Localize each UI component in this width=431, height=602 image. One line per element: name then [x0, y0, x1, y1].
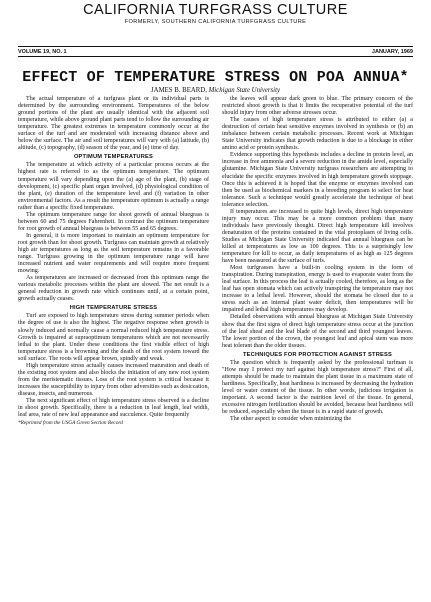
- paragraph: The question which is frequently asked by the professional turfman is "How may I protect my turf against high temperature stress?" First of all, attempts should be made to maintain the plant tissue in a maximum state of hardiness. Specifically, heat hardiness is increased by decreasing the hydration level or water content of the tissue. In other words, judicious irrigation is important. A second factor is the nutrition level of the tissue. In general, excessive nitrogen fertilization should be avoided, because heat hardiness will be reduced, especially when the tissue is in a rapid state of growth.: [222, 359, 413, 416]
- section-heading: OPTIMUM TEMPERATURES: [73, 154, 154, 161]
- issue-date: JANUARY, 1969: [371, 49, 413, 55]
- paragraph: As temperatures are increased or decreased from this optimum range the various metabolic processes within the plant are slowed. The net result is a general reduction in growth rate which continues until, at a certain point, growth actually ceases.: [18, 275, 209, 303]
- paragraph: the leaves will appear dark green to blue. The primary concern of the restricted shoot growth is that it limits the recuperative potential of the turf should injury from other adverse stresses occur.: [222, 96, 413, 117]
- section-heading: HIGH TEMPERATURE STRESS: [69, 305, 158, 312]
- article-title: EFFECT OF TEMPERATURE STRESS ON POA ANNUA*: [22, 69, 409, 86]
- footnote: *Reprinted from the USGA Green Section Record: [18, 420, 123, 427]
- paragraph: The temperature at which activity of a particular process occurs at the highest rate is referred to as the optimum temperature. The optimum temperature will vary depending upon the (a) age of the plant, (b) stage of development, (c) specific plant organ involved, (d) physiological condition of the plant, (e) duration of the temperature level and (f) variation in other environmental factors. As a result the temperature optimum is actually a range rather than a specific fixed temperature.: [18, 162, 209, 211]
- paragraph: Evidence supporting this hypothesis includes a decline in protein level, an increase in free ammonia and a severe reduction in the amide level, especially glutamine. Michigan State University turfgrass researchers are attempting to elucidate the specific enzymes involved in high temperature growth stoppage. Once this is achieved it is hoped that the enzyme or enzymes involved can then be used as biochemical markers in a breeding program to select for heat tolerance. Such a technique would greatly accelerate the technique of heat tolerance selection.: [222, 152, 413, 208]
- section-heading: TECHNIQUES FOR PROTECTION AGAINST STRESS: [242, 351, 393, 358]
- paragraph: Most turfgrasses have a built-in cooling system in the form of transpiration. During transpiration, energy is used to evaporate water from the leaf surface. In this process the leaf is actually cooled, therefore, as long as the leaf has open stomata which can actively transpiring the temperature may not increase to a lethal level. However, should the stomata be closed due to a stress such as an internal plant water deficit, then temperatures will be impaired and lethal high temperatures may develop.: [222, 265, 413, 314]
- issue-volume: VOLUME 19, NO. 1: [18, 49, 67, 55]
- paragraph: If temperatures are increased to quite high levels, direct high temperature injury may occur. This may be a more common problem than many individuals have previously thought. Direct high temperature kill involves denaturation of the proteins contained in the vital protoplasm of living cells. Studies at Michigan State University indicated that annual bluegrass can be killed at temperatures as low as 100 degrees. This is a surprisingly low temperature for kill to occur, as daily temperatures of as high as 125 degrees have been measured at the surface of turfs.: [222, 208, 413, 265]
- article-body: [18, 96, 413, 427]
- masthead-title: CALIFORNIA TURFGRASS CULTURE: [83, 2, 348, 18]
- paragraph: The optimum temperature range for shoot growth of annual bluegrass is between 60 and 75 degrees Fahrenheit. In contrast the optimum temperature for root growth of annual bluegrass is between 55 and 65 degrees.: [18, 211, 209, 232]
- author-affiliation: Michigan State University: [208, 87, 280, 94]
- paragraph: Detailed observations with annual bluegrass at Michigan State University show that the first signs of direct high temperature stress occur at the junction of the leaf sheaf and the leaf blade of the second and third youngest leaves. The lower portion of the crown, the youngest leaf and apical stem was more heat tolerant than the older tissues.: [222, 314, 413, 349]
- author-name: JAMES B. BEARD,: [151, 87, 207, 94]
- masthead: [18, 0, 413, 26]
- right-column: [222, 96, 413, 427]
- paragraph: High temperature stress actually causes increased maturation and death of the existing root system and also blocks the initiation of any new root system from the meristematic tissues. Loss of the root system is critical because it increases the susceptibility to injury from other adversities such as desiccation, disease, insects, and numerous.: [18, 362, 209, 397]
- left-column: [18, 96, 209, 427]
- paragraph: In general, it is more important to maintain an optimum temperature for root growth than for shoot growth. Turfgrass can maintain growth at relatively high air temperatures as long as the soil temperature remains in a favorable range. Turfgrass growing in the optimum temperature range will have increased nutrient and water requirements and will require more frequent mowing.: [18, 232, 209, 275]
- paragraph: The next significant effect of high temperature stress observed is a decline in shoot growth. Specifically, there is a reduction in leaf length, leaf width, leaf area, rate of new leaf appearance and succulence. Quite frequently: [18, 397, 209, 419]
- byline: [18, 87, 413, 94]
- paragraph: The other aspect to consider when minimizing the: [230, 416, 352, 423]
- paragraph: Turf are exposed to high temperature stress during summer periods when the degree of use is also the highest. The negative response when growth is slowly induced and normally cause a normal reduced high temperature stress. Growth is impaired at supraoptimum temperatures which are not necessarily lethal to the plant. Under these conditions the first visible effect of high temperature stress is a browning and the death of the root system toward the soil surface. The roots will appear brown, spindly and weak.: [18, 313, 209, 362]
- paragraph: The actual temperature of a turfgrass plant or its individual parts is determined by the surrounding environment. Temperatures of the below ground portions of the plant are usually identical with the adjacent soil temperature, while above ground plant parts tend to follow the surrounding air temperature. The greatest extremes in temperature commonly occur at the surface of the turf and are moderated with increasing distance above and below the surface. The air and soil temperatures will vary with (a) latitude, (b) altitude, (c) topography, (d) season of the year, and (e) time of day.: [18, 96, 209, 152]
- masthead-subtitle: FORMERLY, SOUTHERN CALIFORNIA TURFGRASS CULTURE: [124, 19, 307, 25]
- paragraph: The causes of high temperature stress is attributed to either (a) a destruction of certain heat sensitive enzymes involved in synthesis or (b) an imbalance between certain metabolic processes. Recent work at Michigan State University indicates that growth reduction is due to a blockage in either amino acid or protein synthesis.: [222, 117, 413, 152]
- issue-bar: [18, 46, 413, 57]
